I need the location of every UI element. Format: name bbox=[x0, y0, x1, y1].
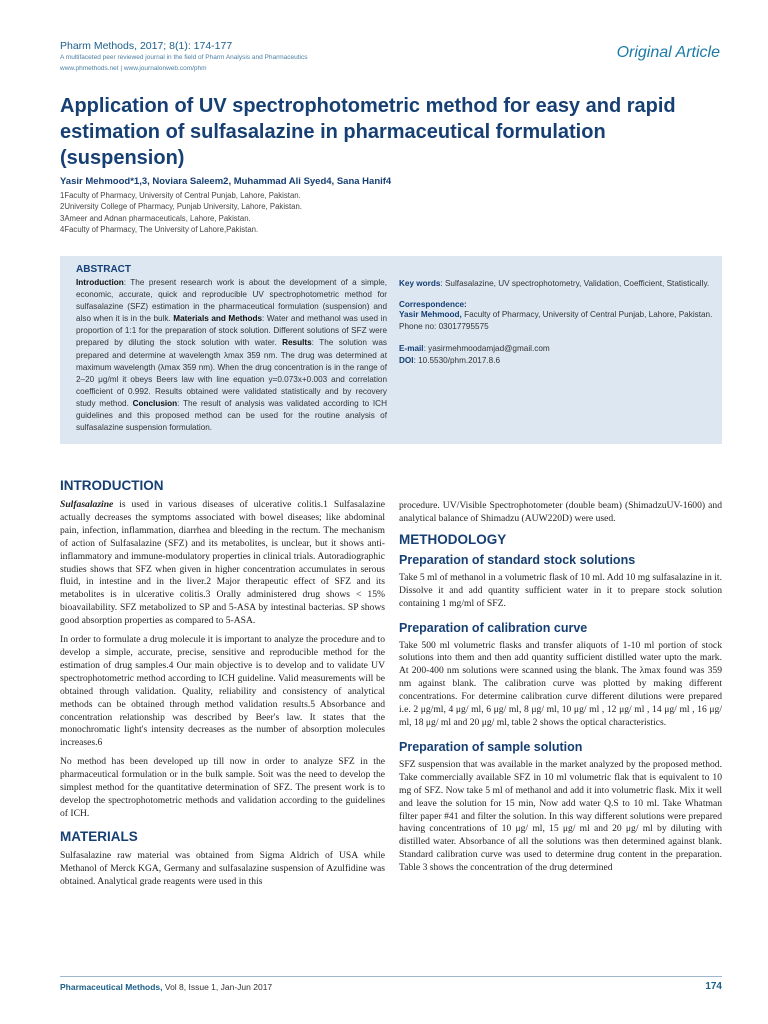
conclusion-label: Conclusion bbox=[132, 398, 178, 408]
correspondence-block bbox=[399, 309, 714, 333]
calibration-paragraph: Take 500 ml volumetric flasks and transfer aliquots of 1-10 ml portion of stock solutions into them and then add quantity sufficient distilled water upto the mark. At 200-400 nm solutions were scanned using the blank. The λmax found was 359 nm against blank. The calibration curve was plotted by making different concentrations. For determine calibration curve different dilutions were prepared i.e. 2 μg/ml, 4 μg/ ml, 6 μg/ ml, 8 μg/ ml, 10 μg/ ml , 12 μg/ ml , 14 μg/ ml , 16 μg/ ml, 18 μg/ ml and 20 μg/ ml, table 2 shows the optical characteristics. bbox=[399, 639, 722, 728]
sample-paragraph: SFZ suspension that was available in the market analyzed by the proposed method. Take commercially available SFZ in 10 ml volumetric flak that is equivalent to 10 mg of SFZ. Now take 5 ml of methanol and add it into volumetric flask. Mix it well and leave the solution for 15 min, Now add water Q.S to 10 ml. Take Whatman filter paper #41 and filter the solution. In this way different solutions were prepared having concentrations of 10 μg/ ml, 15 μg/ ml and 20 μg/ ml by diluting with distilled water. Absorbance of all the solutions was then determined against blank. Standard calibration curve was used to determine drug content in the preparation. Table 3 shows the concentration of the drug determined bbox=[399, 758, 722, 874]
footer-divider bbox=[60, 976, 722, 977]
affiliation: 4Faculty of Pharmacy, The University of Lahore,Pakistan. bbox=[60, 225, 259, 235]
footer bbox=[60, 982, 272, 992]
corr-affil: Faculty of Pharmacy, University of Central Punjab, Lahore, Pakistan. bbox=[461, 310, 713, 320]
abstract-left-column bbox=[76, 264, 387, 434]
results-text: : The solution was prepared and determine at wavelength λmax 359 nm. The drug was determined at maximum wavelength (λmax 359 nm). When the drug concentration is in the range of 2–20 μg/ml it obeys Beers law with line equation y=0.073x+0.003 and correlation coefficient of 0.992. Results obtained were validated statistically and by recovery study method. bbox=[76, 338, 387, 408]
journal-header bbox=[60, 40, 720, 73]
sulfasalazine-term: Sulfasalazine bbox=[60, 499, 114, 510]
abstract-heading: ABSTRACT bbox=[76, 264, 131, 275]
corr-name: Yasir Mehmood, bbox=[399, 310, 462, 320]
email-line bbox=[399, 343, 714, 355]
email-text[interactable]: : yasirmehmoodamjad@gmail.com bbox=[423, 344, 550, 354]
stock-paragraph: Take 5 ml of methanol in a volumetric flask of 10 ml. Add 10 mg sulfasalazine in it. Dissolve it and add quantity sufficient water in it to prepare stock solution containing 1 mg/ml of SFZ. bbox=[399, 571, 722, 609]
affiliations bbox=[60, 190, 460, 236]
affiliation: 1Faculty of Pharmacy, University of Central Punjab, Lahore, Pakistan. bbox=[60, 191, 301, 200]
page-number: 174 bbox=[705, 981, 722, 992]
methods-text: : Water and methanol was used in proportion of 1:1 for the preparation of stock solution. Different solutions of SFZ were prepared by diluting the stock solution with water. bbox=[76, 314, 387, 348]
intro-label: Introduction bbox=[76, 278, 124, 287]
introduction-heading: INTRODUCTION bbox=[60, 478, 164, 493]
calibration-heading: Preparation of calibration curve bbox=[399, 620, 588, 635]
correspondence-label: Correspondence: bbox=[399, 300, 467, 310]
sample-heading: Preparation of sample solution bbox=[399, 739, 583, 754]
footer-issue: Vol 8, Issue 1, Jan-Jun 2017 bbox=[162, 982, 273, 992]
materials-paragraph: Sulfasalazine raw material was obtained from Sigma Aldrich of USA while Methanol of Merck KGA, Germany and sulfasalazine suspension of Azulfidine was obtained. Analytical grade reagents were used in this bbox=[60, 849, 385, 887]
footer-journal: Pharmaceutical Methods, bbox=[60, 982, 163, 992]
keywords bbox=[399, 278, 714, 290]
doi-text[interactable]: : 10.5530/phm.2017.8.6 bbox=[413, 356, 501, 366]
affiliation: 2University College of Pharmacy, Punjab University, Lahore, Pakistan. bbox=[60, 202, 302, 212]
journal-citation: Pharm Methods, 2017; 8(1): 174-177 bbox=[60, 40, 233, 52]
abstract-body bbox=[76, 277, 387, 434]
article-title: Application of UV spectrophotometric method for easy and rapid estimation of sulfasalazine in pharmaceutical formulation (suspension) bbox=[60, 95, 676, 169]
email-label: E-mail bbox=[399, 344, 424, 354]
intro-text: : The present research work is about the development of a simple, economic, accurate, quick and reproducible UV spectrophotometric method for sulfasalazine (SFZ) estimation in the pharmaceutical formulation (suspension) and also when it is in the bulk. bbox=[76, 278, 387, 324]
materials-heading: MATERIALS bbox=[60, 828, 138, 844]
methodology-heading: METHODOLOGY bbox=[399, 531, 507, 547]
doi-line bbox=[399, 355, 714, 367]
conclusion-text: : The result of analysis was validated according to ICH guidelines and this proposed method can be used for the routine analysis of sulfasalazine suspension formulation. bbox=[76, 398, 387, 433]
journal-website[interactable]: www.phmethods.net | www.journalonweb.com/phm bbox=[60, 64, 207, 72]
left-column bbox=[60, 478, 385, 894]
doi-label: DOI bbox=[399, 356, 414, 366]
methods-label: Materials and Methods bbox=[173, 314, 263, 324]
stock-heading: Preparation of standard stock solutions bbox=[399, 552, 636, 567]
article-type: Original Article bbox=[616, 44, 720, 61]
intro-paragraph-1 bbox=[60, 499, 385, 628]
abstract-box bbox=[60, 256, 722, 444]
intro-paragraph-3: No method has been developed up till now in order to analyze SFZ in the pharmaceutical formulation or in the bulk sample. Soit was the need to develop the simplest method for the quantitative determination of SFZ. The present work is to develop the spectrophotometric methods and validation according to the guidelines of ICH. bbox=[60, 756, 385, 819]
results-label: Results bbox=[282, 338, 312, 348]
keywords-text: : Sulfasalazine, UV spectrophotometry, Validation, Coefficient, Statistically. bbox=[440, 279, 710, 288]
abstract-right-column bbox=[399, 278, 714, 367]
intro-p1-text: is used in various diseases of ulcerative colitis.1 Sulfasalazine actually decreases the symptoms associated with bowel diseases; like abdominal pain, infection, inflammation, diarrhea and bleeding in the rectum. The mechanism of action of Sulfasalazine (SFZ) and its metabolites, is unclear, but it shows anti-inflammatory and immune-modulatory properties in clinical trials. Autoradiographic studies shows that SFZ when given in higher concentration accumulates in serous fluid, in intestine and in the liver.2 Major therapeutic effect of SFZ and its metabolites is in ulcerative colitis.3 Orally administered drug shows < 15% bioavailability. SFZ metabolized to SP and 5-ASA by intestinal bacterias. SP shows good absorption properties as compared to 5-ASA. bbox=[60, 499, 385, 627]
intro-paragraph-2: In order to formulate a drug molecule it is important to analyze the procedure and to develop a simple, accurate, precise, sensitive and reproducible method for the estimation of drug samples.4 Our main objective is to develop and to validate UV spectrophotometric method according to ICH guideline. Valid measurements will be obtained through validation. Quality, reliability and consistency of analytical methods can be obtained through method validation results.5 Absorbance and concentration relationship was described by Beer's law. It states that the monochromatic light's intensity decreases as the number of absorption molecules increases.6 bbox=[60, 634, 385, 749]
journal-subtitle: A multifaceted peer reviewed journal in the field of Pharm Analysis and Pharmaceutics bbox=[60, 54, 308, 61]
corr-phone: Phone no: 03017795575 bbox=[399, 322, 489, 332]
keywords-label: Key words bbox=[399, 279, 441, 288]
materials-continued: procedure. UV/Visible Spectrophotometer (double beam) (ShimadzuUV-1600) and analytical balance of Shimadzu (AUW220D) were used. bbox=[399, 500, 722, 524]
affiliation: 3Ameer and Adnan pharmaceuticals, Lahore, Pakistan. bbox=[60, 213, 251, 223]
authors: Yasir Mehmood*1,3, Noviara Saleem2, Muhammad Ali Syed4, Sana Hanif4 bbox=[60, 176, 392, 187]
right-column bbox=[399, 500, 722, 881]
